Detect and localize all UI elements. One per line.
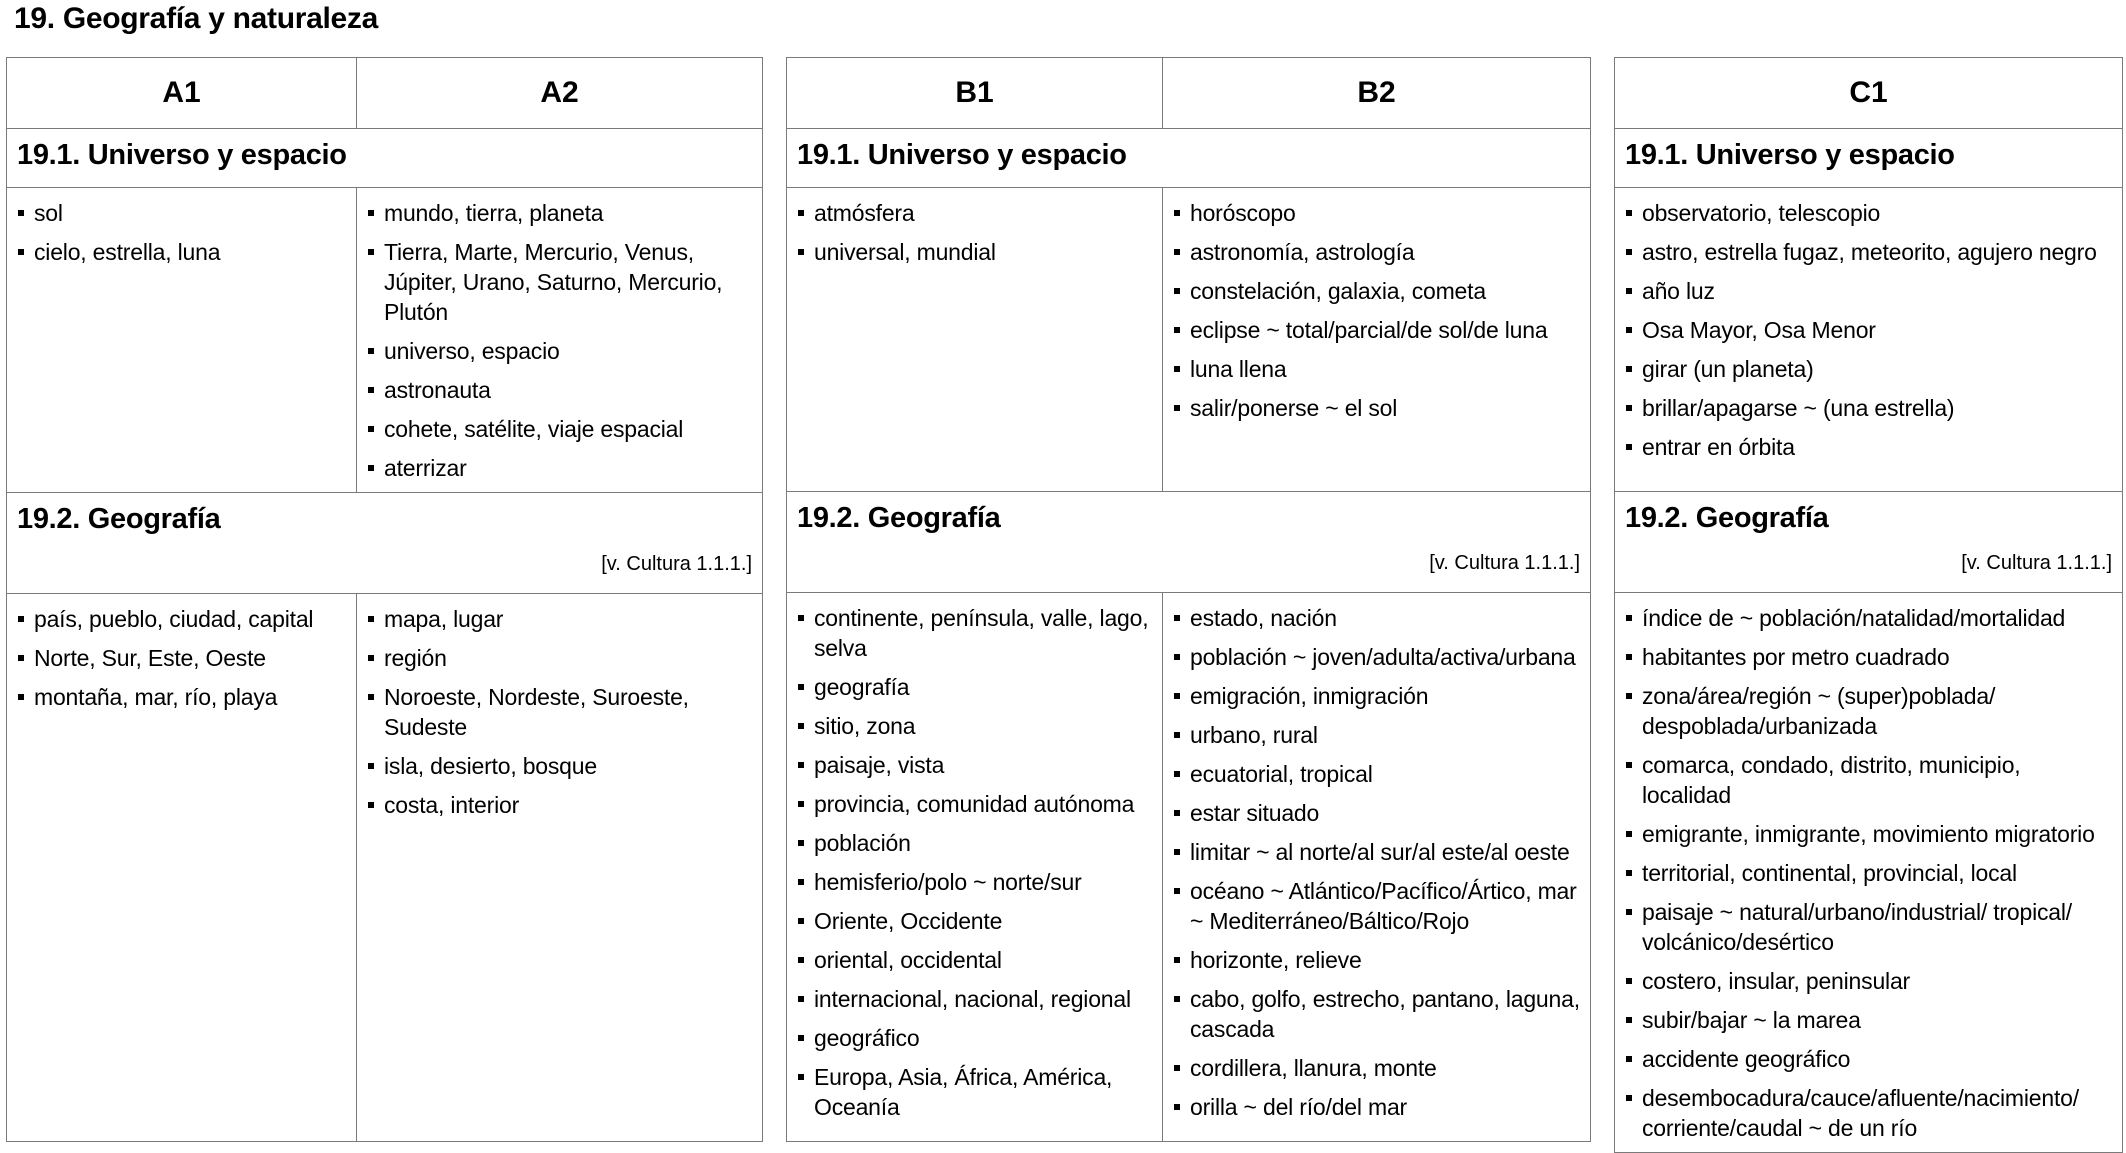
vocab-item: continente, península, valle, lago, selva: [797, 603, 1154, 663]
item-list-universo-c1: [1625, 198, 2114, 462]
vocab-item: territorial, continental, provincial, local: [1625, 858, 2114, 888]
level-header-c1: C1: [1615, 58, 2123, 129]
vocab-item: habitantes por metro cuadrado: [1625, 642, 2114, 672]
vocab-item: isla, desierto, bosque: [367, 751, 754, 781]
vocab-item: Europa, Asia, África, América, Oceanía: [797, 1062, 1154, 1122]
vocab-item: luna llena: [1173, 354, 1582, 384]
vocab-item: aterrizar: [367, 453, 754, 483]
section-title: 19.1. Universo y espacio: [17, 139, 347, 171]
section-title: 19.2. Geografía: [797, 502, 1001, 534]
vocab-item: entrar en órbita: [1625, 432, 2114, 462]
section-universo-a: [7, 129, 763, 188]
vocab-item: zona/área/región ~ (super)poblada/ despoblada/urbanizada: [1625, 681, 2114, 741]
vocab-item: universal, mundial: [797, 237, 1154, 267]
vocab-item: atmósfera: [797, 198, 1154, 228]
vocab-item: Noroeste, Nordeste, Suroeste, Sudeste: [367, 682, 754, 742]
section-title: 19.2. Geografía: [17, 503, 221, 535]
vocab-item: girar (un planeta): [1625, 354, 2114, 384]
vocab-item: observatorio, telescopio: [1625, 198, 2114, 228]
vocab-item: provincia, comunidad autónoma: [797, 789, 1154, 819]
vocab-item: costa, interior: [367, 790, 754, 820]
vocab-item: oriental, occidental: [797, 945, 1154, 975]
vocab-item: cohete, satélite, viaje espacial: [367, 414, 754, 444]
item-list-universo-b2: [1173, 198, 1582, 423]
vocab-item: accidente geográfico: [1625, 1044, 2114, 1074]
item-list-universo-a1: [17, 198, 348, 267]
vocab-item: constelación, galaxia, cometa: [1173, 276, 1582, 306]
section-universo-b: [787, 129, 1591, 188]
vocab-item: horóscopo: [1173, 198, 1582, 228]
vocab-item: ecuatorial, tropical: [1173, 759, 1582, 789]
page-title: 19. Geografía y naturaleza: [14, 2, 379, 35]
vocab-item: sol: [17, 198, 348, 228]
vocab-item: astronauta: [367, 375, 754, 405]
section-geografia-a: [7, 493, 763, 594]
vocab-item: desembocadura/cauce/afluente/nacimiento/ corriente/caudal ~ de un río: [1625, 1083, 2114, 1143]
vocab-item: emigración, inmigración: [1173, 681, 1582, 711]
vocab-item: urbano, rural: [1173, 720, 1582, 750]
section-geografia-c: [1615, 492, 2123, 593]
vocab-item: eclipse ~ total/parcial/de sol/de luna: [1173, 315, 1582, 345]
vocab-item: salir/ponerse ~ el sol: [1173, 393, 1582, 423]
item-list-geografia-c1: [1625, 603, 2114, 1143]
vocab-item: paisaje, vista: [797, 750, 1154, 780]
vocab-item: emigrante, inmigrante, movimiento migratorio: [1625, 819, 2114, 849]
vocab-item: geografía: [797, 672, 1154, 702]
vocab-item: océano ~ Atlántico/Pacífico/Ártico, mar ~ Mediterráneo/Báltico/Rojo: [1173, 876, 1582, 936]
vocab-item: internacional, nacional, regional: [797, 984, 1154, 1014]
vocab-item: sitio, zona: [797, 711, 1154, 741]
vocab-item: costero, insular, peninsular: [1625, 966, 2114, 996]
vocab-item: índice de ~ población/natalidad/mortalidad: [1625, 603, 2114, 633]
item-list-geografia-a1: [17, 604, 348, 712]
vocab-item: cordillera, llanura, monte: [1173, 1053, 1582, 1083]
level-block-a: [6, 57, 763, 1142]
vocab-item: población: [797, 828, 1154, 858]
vocab-item: estar situado: [1173, 798, 1582, 828]
vocab-item: horizonte, relieve: [1173, 945, 1582, 975]
vocab-item: Oriente, Occidente: [797, 906, 1154, 936]
item-list-universo-a2: [367, 198, 754, 483]
section-title: 19.1. Universo y espacio: [797, 139, 1127, 171]
vocab-item: geográfico: [797, 1023, 1154, 1053]
level-header-a2: A2: [357, 58, 763, 129]
level-block-b: [786, 57, 1591, 1142]
vocab-item: hemisferio/polo ~ norte/sur: [797, 867, 1154, 897]
section-title: 19.1. Universo y espacio: [1625, 139, 1955, 171]
level-block-c: [1614, 57, 2123, 1153]
vocab-item: país, pueblo, ciudad, capital: [17, 604, 348, 634]
vocab-item: mapa, lugar: [367, 604, 754, 634]
vocab-item: astro, estrella fugaz, meteorito, agujero negro: [1625, 237, 2114, 267]
vocab-item: estado, nación: [1173, 603, 1582, 633]
level-header-b2: B2: [1163, 58, 1591, 129]
cross-reference: [v. Cultura 1.1.1.]: [1961, 552, 2112, 574]
vocab-item: universo, espacio: [367, 336, 754, 366]
section-universo-c: [1615, 129, 2123, 188]
item-list-universo-b1: [797, 198, 1154, 267]
vocab-item: año luz: [1625, 276, 2114, 306]
vocab-item: limitar ~ al norte/al sur/al este/al oeste: [1173, 837, 1582, 867]
item-list-geografia-b1: [797, 603, 1154, 1122]
vocab-item: Osa Mayor, Osa Menor: [1625, 315, 2114, 345]
vocab-item: cielo, estrella, luna: [17, 237, 348, 267]
vocab-item: astronomía, astrología: [1173, 237, 1582, 267]
vocab-item: región: [367, 643, 754, 673]
cross-reference: [v. Cultura 1.1.1.]: [1429, 552, 1580, 574]
item-list-geografia-b2: [1173, 603, 1582, 1122]
vocab-item: cabo, golfo, estrecho, pantano, laguna, cascada: [1173, 984, 1582, 1044]
vocab-item: Tierra, Marte, Mercurio, Venus, Júpiter, Urano, Saturno, Mercurio, Plutón: [367, 237, 754, 327]
vocab-item: comarca, condado, distrito, municipio, localidad: [1625, 750, 2114, 810]
level-header-b1: B1: [787, 58, 1163, 129]
level-header-a1: A1: [7, 58, 357, 129]
section-geografia-b: [787, 492, 1591, 593]
item-list-geografia-a2: [367, 604, 754, 820]
vocab-item: paisaje ~ natural/urbano/industrial/ tropical/ volcánico/desértico: [1625, 897, 2114, 957]
vocab-item: subir/bajar ~ la marea: [1625, 1005, 2114, 1035]
vocab-item: Norte, Sur, Este, Oeste: [17, 643, 348, 673]
section-title: 19.2. Geografía: [1625, 502, 1829, 534]
vocab-item: población ~ joven/adulta/activa/urbana: [1173, 642, 1582, 672]
vocab-item: mundo, tierra, planeta: [367, 198, 754, 228]
vocab-item: orilla ~ del río/del mar: [1173, 1092, 1582, 1122]
vocab-item: montaña, mar, río, playa: [17, 682, 348, 712]
vocab-item: brillar/apagarse ~ (una estrella): [1625, 393, 2114, 423]
cross-reference: [v. Cultura 1.1.1.]: [601, 553, 752, 575]
